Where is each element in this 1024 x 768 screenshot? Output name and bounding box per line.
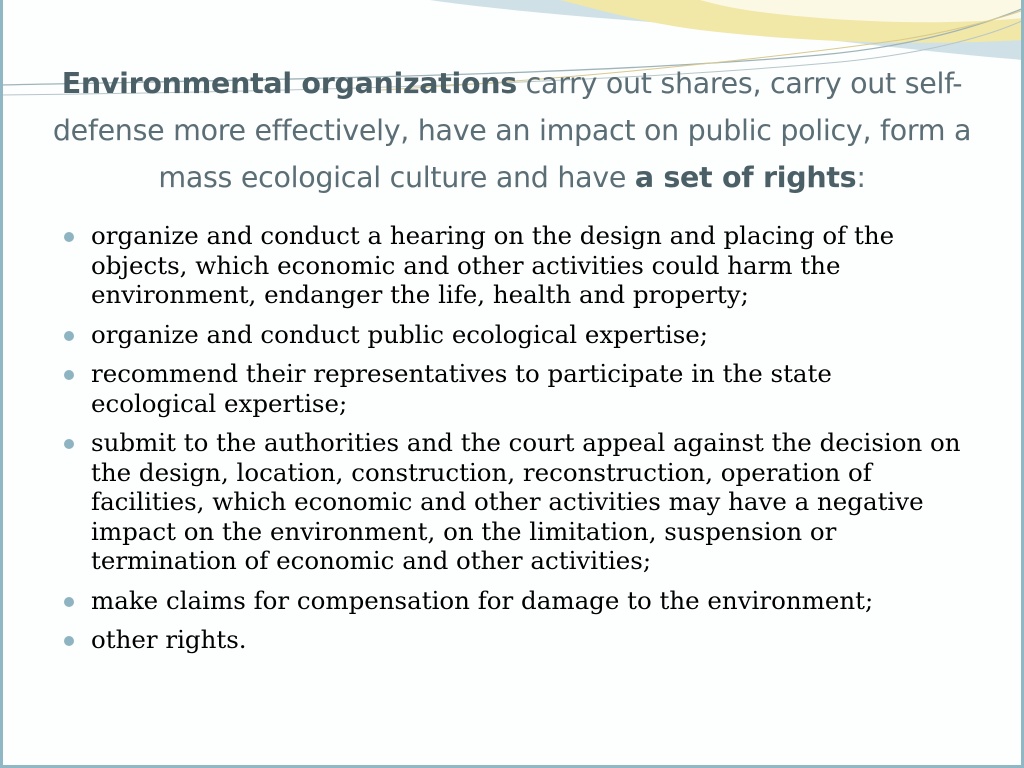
slide-title xyxy=(20,60,1004,201)
list-item xyxy=(62,586,962,616)
list-item-text: organize and conduct public ecological expertise; xyxy=(91,319,709,349)
rights-list xyxy=(62,221,962,665)
list-item xyxy=(62,320,962,350)
title-bold-rights: a set of rights xyxy=(634,161,857,194)
bullet-dot-icon xyxy=(64,597,74,607)
list-item xyxy=(62,359,962,418)
list-item-text: organize and conduct a hearing on the design and placing of the objects, which economic and other activities could harm the environment, endanger the life, health and property; xyxy=(91,221,895,309)
list-item-text: make claims for compensation for damage to the environment; xyxy=(91,585,874,615)
title-bold-start: Environmental organizations xyxy=(61,67,517,100)
list-item-text: submit to the authorities and the court appeal against the decision on the design, location, construction, reconstruction, operation of facilities, which economic and other activities may have a negative impact on the environment, on the limitation, suspension or termination of economic and other activities; xyxy=(91,428,961,575)
bullet-dot-icon xyxy=(64,439,74,449)
list-item-text: recommend their representatives to participate in the state ecological expertise; xyxy=(91,359,832,418)
bullet-dot-icon xyxy=(64,370,74,380)
bullet-dot-icon xyxy=(64,232,74,242)
title-colon: : xyxy=(856,161,866,194)
list-item xyxy=(62,625,962,655)
list-item xyxy=(62,428,962,576)
left-border xyxy=(0,0,3,768)
bullet-dot-icon xyxy=(64,331,74,341)
bullet-dot-icon xyxy=(64,636,74,646)
list-item xyxy=(62,221,962,310)
list-item-text: other rights. xyxy=(91,625,247,654)
title-text: carry out shares, carry out self-defense more effectively, have an impact on public policy, form a mass ecological culture and have xyxy=(52,67,972,194)
